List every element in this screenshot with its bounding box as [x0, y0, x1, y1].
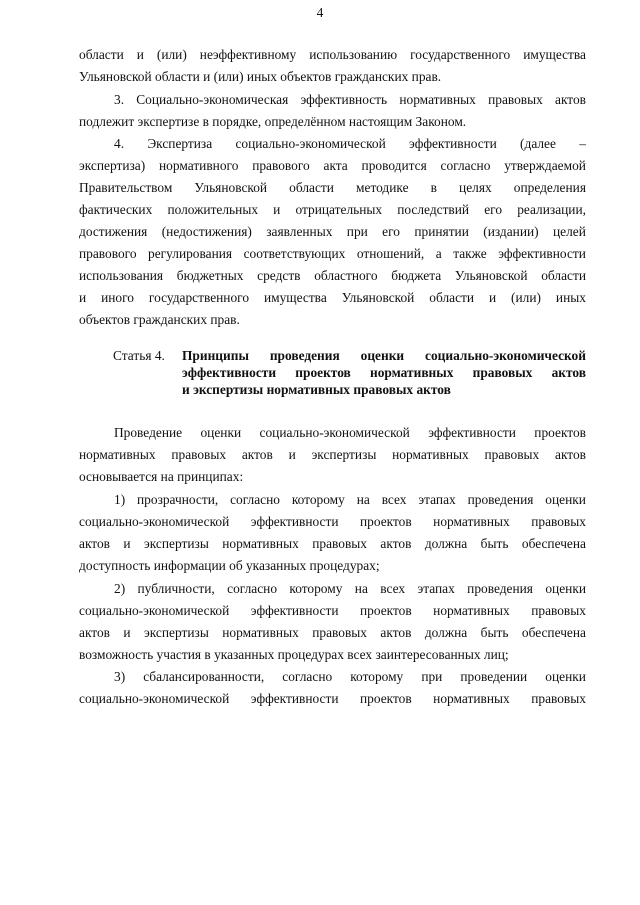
paragraph-line: доступность информации об указанных процедурах; [79, 558, 380, 573]
article-title-line: и экспертизы нормативных правовых актов [182, 382, 451, 397]
article-title-line: эффективности проектов нормативных правовых актов [182, 365, 586, 380]
paragraph-line: социально-экономической эффективности проектов нормативных правовых [79, 603, 586, 618]
article-title-line: Принципы проведения оценки социально-экономической [182, 348, 586, 363]
paragraph-line: возможность участия в указанных процедурах всех заинтересованных лиц; [79, 647, 509, 662]
paragraph-line: 3) сбалансированности, согласно которому при проведении оценки [114, 669, 586, 684]
paragraph-line: экспертиза) нормативного правового акта проводится согласно утверждаемой [79, 158, 586, 173]
paragraph-line: актов и экспертизы нормативных правовых актов должна быть обеспечена [79, 625, 586, 640]
paragraph-line: социально-экономической эффективности проектов нормативных правовых [79, 514, 586, 529]
paragraph-line: Ульяновской области и (или) иных объектов гражданских прав. [79, 69, 442, 84]
article-label: Статья 4. [113, 348, 165, 363]
paragraph-line: Проведение оценки социально-экономической эффективности проектов [114, 425, 586, 440]
paragraph-line: 2) публичности, согласно которому на всех этапах проведения оценки [114, 581, 586, 596]
paragraph-line: фактических положительных и отрицательных последствий его реализации, [79, 202, 586, 217]
paragraph-line: актов и экспертизы нормативных правовых актов должна быть обеспечена [79, 536, 586, 551]
paragraph-line: 4. Экспертиза социально-экономической эффективности (далее – [114, 136, 586, 151]
paragraph-line: подлежит экспертизе в порядке, определённом настоящим Законом. [79, 114, 467, 129]
paragraph-line: достижения (недостижения) заявленных при его принятии (издании) целей [79, 224, 586, 239]
paragraph-line: правового регулирования соответствующих отношений, а также эффективности [79, 246, 586, 261]
paragraph-line: Правительством Ульяновской области методике в целях определения [79, 180, 586, 195]
paragraph-line: объектов гражданских прав. [79, 312, 240, 327]
page-number: 4 [316, 5, 324, 20]
paragraph-line: использования бюджетных средств областного бюджета Ульяновской области [79, 268, 586, 283]
paragraph-line: области и (или) неэффективному использованию государственного имущества [79, 47, 586, 62]
paragraph-line: нормативных правовых актов и экспертизы нормативных правовых актов [79, 447, 586, 462]
paragraph-line: 1) прозрачности, согласно которому на всех этапах проведения оценки [114, 492, 586, 507]
paragraph-line: 3. Социально-экономическая эффективность нормативных правовых актов [114, 92, 586, 107]
paragraph-line: основывается на принципах: [79, 469, 244, 484]
paragraph-line: и иного государственного имущества Ульяновской области и (или) иных [79, 290, 586, 305]
paragraph-line: социально-экономической эффективности проектов нормативных правовых [79, 691, 586, 706]
